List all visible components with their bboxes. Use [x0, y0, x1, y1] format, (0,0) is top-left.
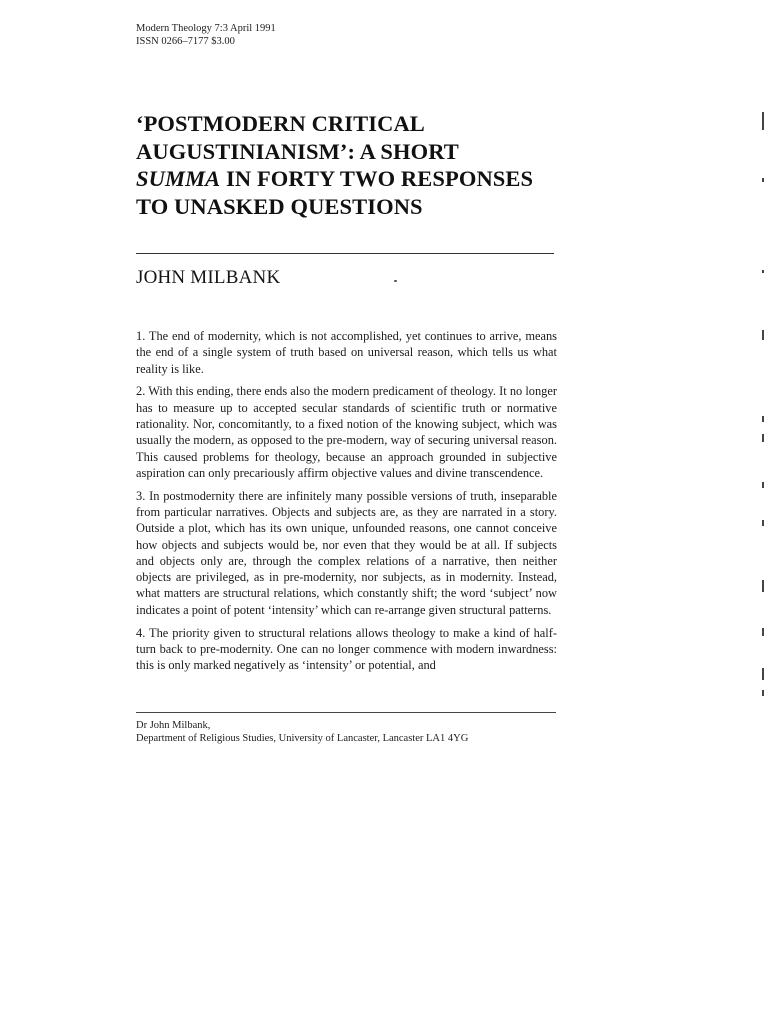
title-divider [136, 253, 554, 254]
paragraph-1: 1. The end of modernity, which is not accomplished, yet continues to arrive, means the end of a single system of truth based on universal reason, which tells us what reality is like. [136, 329, 557, 376]
journal-info [136, 22, 276, 48]
title-line-3 [136, 165, 576, 193]
paragraph-4: 4. The priority given to structural relations allows theology to make a kind of half-turn back to pre-modernity. One can no longer commence with modern inwardness: this is only marked negatively as ‘intensity’ or potential, and [136, 625, 557, 673]
article-title [136, 110, 576, 220]
scan-artifact [762, 628, 764, 636]
affiliation-name: Dr John Milbank, [136, 720, 211, 731]
paragraph-3: 3. In postmodernity there are infinitely many possible versions of truth, inseparable from particular narratives. Objects and subjects are, as they are narrated in a story. Outside a plot, which has its own unique, unfounded reasons, one cannot conceive how objects and subjects would be, nor even that they would be at all. If subjects and objects only are, through the complex relations of a narrative, then neither objects are privileged, as in pre-modernity, nor subjects, as in modernity. Instead, what matters are structural relations, which constantly shift; the word ‘subject’ now indicates a point of potent ‘intensity’ which can re-arrange given structural patterns. [136, 488, 557, 617]
footnote-divider [136, 712, 556, 713]
scan-artifact [762, 112, 764, 130]
title-line-2: AUGUSTINIANISM’: A SHORT [136, 138, 459, 164]
author-affiliation [136, 719, 468, 745]
scan-artifact [762, 690, 764, 696]
scan-artifact [762, 520, 764, 526]
paragraph-2: 2. With this ending, there ends also the modern predicament of theology. It no longer has to measure up to accepted secular standards of scientific truth or normative rationality. Nor, concomitantly, to a fixed notion of the knowing subject, which was usually the modern, as opposed to the pre-modern, way of securing universal reason. This caused problems for theology, because an approach grounded in subjective aspiration can only precariously affirm objective values and divine transcendence. [136, 384, 557, 480]
scan-artifact [762, 178, 764, 182]
author-name: JOHN MILBANK [136, 267, 281, 288]
scan-artifact [762, 482, 764, 488]
journal-citation: Modern Theology 7:3 April 1991 [136, 23, 276, 34]
scan-artifact [762, 416, 764, 422]
title-line-1: ‘POSTMODERN CRITICAL [136, 111, 425, 136]
affiliation-address: Department of Religious Studies, University of Lancaster, Lancaster LA1 4YG [136, 733, 469, 744]
scan-artifact [762, 270, 764, 273]
scan-artifact [762, 330, 764, 340]
journal-issn: ISSN 0266–7177 $3.00 [136, 36, 235, 47]
scan-artifact [762, 668, 764, 680]
article-body [136, 328, 557, 680]
title-line-3-rest: IN FORTY TWO RESPONSES [220, 166, 534, 191]
title-italic-word: SUMMA [136, 166, 221, 191]
scan-artifact [762, 434, 764, 442]
title-line-4: TO UNASKED QUESTIONS [136, 193, 423, 219]
scan-speck [394, 280, 397, 282]
scan-artifact [762, 580, 764, 592]
